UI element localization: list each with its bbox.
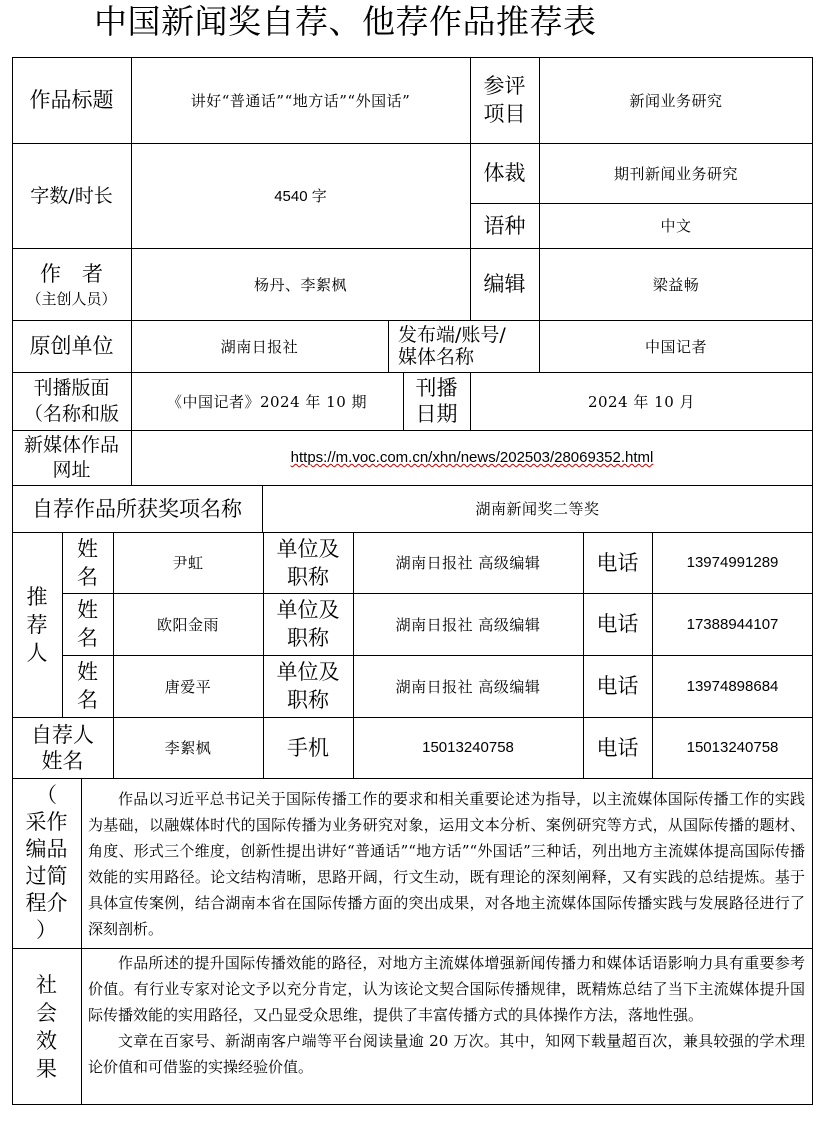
new-media-url[interactable]	[131, 430, 813, 485]
self-mobile: 15013240758	[422, 739, 514, 756]
process-text: 作品以习近平总书记关于国际传播工作的要求和相关重要论述为指导，以主流媒体国际传播工作的实践为基础，以融媒体时代的国际传播为业务研究对象，运用文本分析、案例研究等方式，从国际传播的题材、角度、形式三个维度，创新性提出讲好“普通话”“地方话”“外国话”三种话，列出地方主流媒体提高国际传播效能的实用路径。论文结构清晰，思路开阔，行文生动，既有理论的深刻阐释，又有实践的总结提炼。基于具体宣传案例，结合湖南本省在国际传播方面的突出成果，对各地主流媒体国际传播实践与发展路径进行了深刻剖析。	[88, 790, 805, 938]
effect-text: 作品所述的提升国际传播效能的路径，对地方主流媒体增强新闻传播力和媒体话语影响力具有重要参考价值。有行业专家对论文予以充分肯定，认为该论文契合国际传播规律，既精炼总结了当下主流媒体提升国际传播效能的实用路径，又凸显受众思维，提供了丰富传播方式的具体操作方法，落地性强。 文章在百家号、新湖南客户端等平台阅读量逾 20 万次。其中，知网下载量超百次，兼具较强的学术理论价值和可借鉴的实操经验价值。	[88, 954, 805, 1076]
work-title-value: 讲好“普通话”“地方话”“外国话”	[190, 91, 411, 110]
date-label: 刊播 日期	[415, 376, 458, 426]
genre-value: 期刊新闻业务研究	[613, 164, 738, 183]
category-label: 参评 项目	[483, 74, 526, 126]
recommender-name: 唐爱平	[164, 677, 212, 696]
word-count-label: 字数/时长	[30, 184, 113, 207]
self-phone-label: 电话	[596, 735, 639, 760]
recommender-title: 湖南日报社 高级编辑	[395, 615, 541, 634]
unit-value: 湖南日报社	[220, 337, 299, 356]
self-phone: 15013240758	[686, 739, 779, 756]
recommender-label: 推 荐 人	[26, 584, 48, 665]
row-divider	[12, 948, 813, 949]
edition-value: 《中国记者》2024 年 10 期	[166, 392, 368, 411]
recommender-title: 湖南日报社 高级编辑	[395, 677, 541, 696]
word-count-value: 4540 字	[274, 188, 327, 205]
recommender-title-label: 单位及 职称	[276, 598, 340, 650]
recommender-phone-label: 电话	[596, 674, 639, 698]
language-value: 中文	[660, 217, 692, 235]
genre-label: 体裁	[483, 161, 526, 185]
publisher-value: 中国记者	[644, 337, 707, 356]
self-recommender-label: 自荐人 姓名	[31, 722, 94, 773]
recommender-phone-label: 电话	[596, 550, 639, 575]
col-divider	[81, 778, 82, 1105]
editor-label: 编辑	[483, 272, 526, 296]
unit-label: 原创单位	[29, 334, 114, 358]
recommender-phone: 13974898684	[686, 677, 779, 695]
author-label: 作 者 （主创人员）	[26, 261, 117, 308]
recommender-name-label: 姓 名	[77, 598, 98, 650]
new-media-label: 新媒体作品 网址	[23, 433, 119, 481]
mobile-label: 手机	[287, 735, 329, 760]
self-recommender-name: 李絮枫	[164, 739, 212, 757]
recommender-name-label: 姓 名	[77, 536, 98, 589]
recommender-title-label: 单位及 职称	[276, 536, 340, 589]
editor-value: 梁益畅	[652, 275, 700, 294]
effect-label: 社 会 效 果	[36, 972, 57, 1081]
recommender-phone: 17388944107	[686, 615, 779, 633]
recommender-phone: 13974991289	[686, 554, 779, 571]
recommender-title-label: 单位及 职称	[276, 660, 340, 712]
publisher-label: 发布端/账号/ 媒体名称	[398, 324, 506, 368]
language-label: 语种	[483, 213, 526, 238]
author-value: 杨丹、李絮枫	[253, 275, 347, 294]
recommender-phone-label: 电话	[596, 612, 639, 636]
url-link[interactable]: https://m.voc.com.cn/xhn/news/202503/28069352.html	[290, 449, 654, 466]
edition-label: 刊播版面 （名称和版	[23, 377, 119, 425]
recommender-name: 欧阳金雨	[156, 615, 219, 634]
page-title: 中国新闻奖自荐、他荐作品推荐表	[94, 2, 597, 41]
row-divider	[12, 778, 813, 779]
work-title-label: 作品标题	[29, 88, 114, 112]
recommender-name-label: 姓 名	[77, 660, 98, 712]
category-value: 新闻业务研究	[629, 91, 723, 110]
date-value: 2024 年 10 月	[587, 392, 696, 411]
self-award-label: 自荐作品所获奖项名称	[32, 496, 242, 521]
process-label: （ 采作 编品 过简 程介 ）	[25, 783, 68, 942]
self-award-value: 湖南新闻奖二等奖	[475, 500, 600, 518]
recommender-name: 尹虹	[172, 554, 204, 572]
recommender-title: 湖南日报社 高级编辑	[395, 554, 541, 572]
